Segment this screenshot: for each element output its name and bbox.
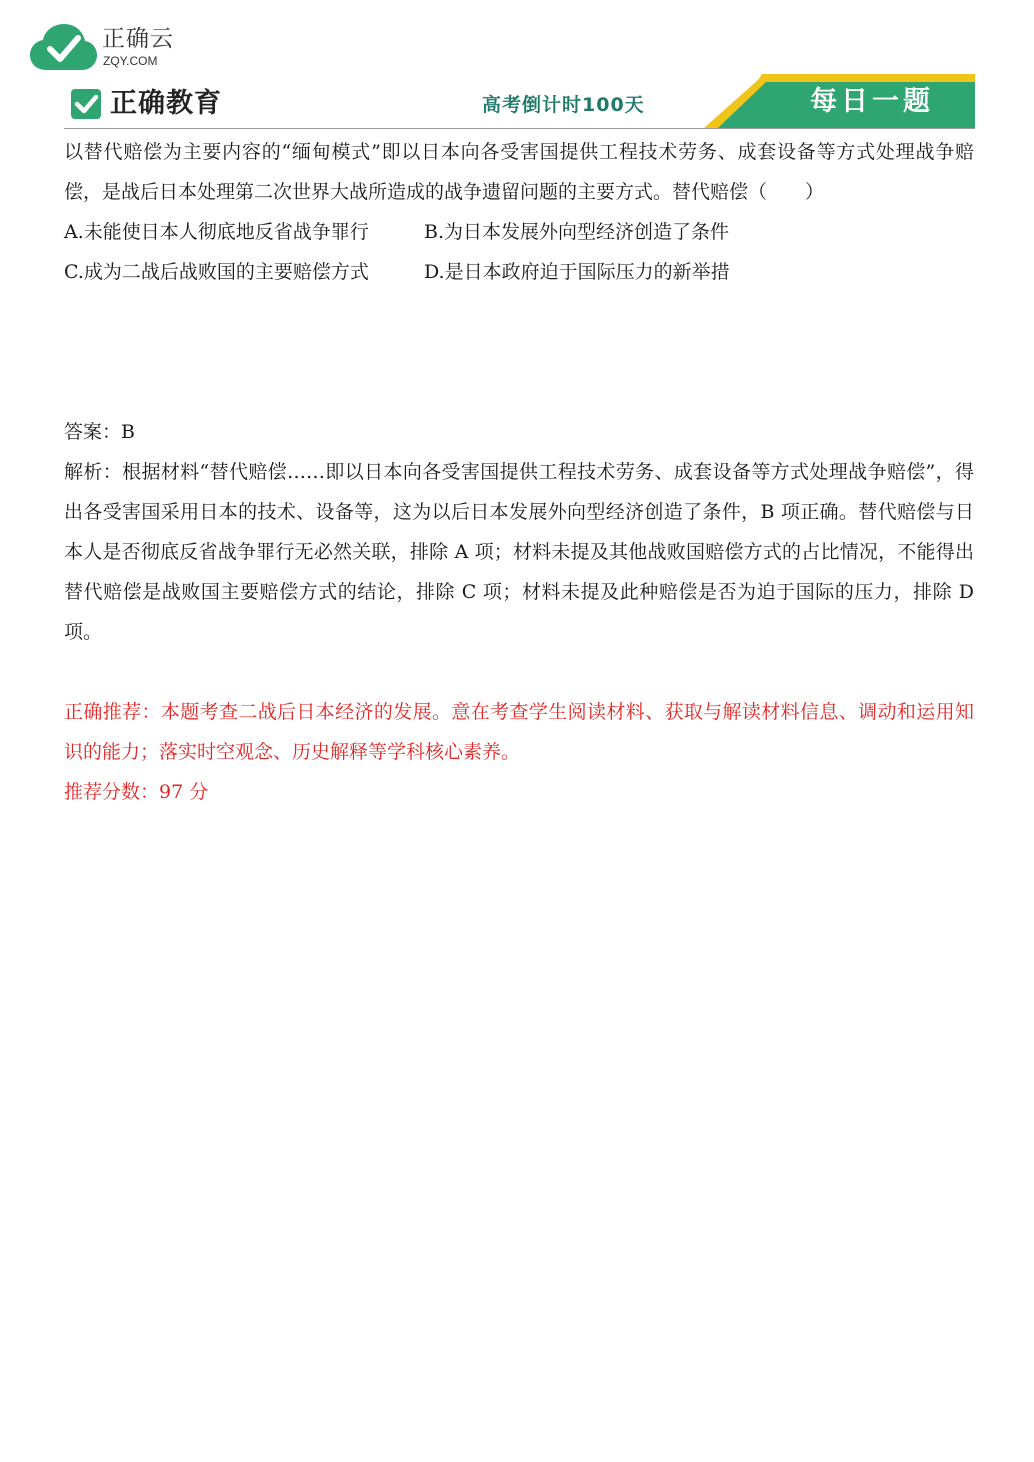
edu-name: 正确教育 — [110, 88, 222, 119]
answer-line: 答案：B — [64, 421, 135, 443]
check-box-icon — [70, 88, 102, 120]
cloud-check-icon — [30, 22, 98, 72]
question-stem: 以替代赔偿为主要内容的“缅甸模式”即以日本向各受害国提供工程技术劳务、成套设备等方式处理战争赔偿，是战后日本处理第二次世界大战所造成的战争遗留问题的主要方式。替代赔偿（ ） — [64, 141, 974, 203]
brand-url: ZQY.COM — [103, 54, 158, 68]
options-row-2 — [64, 252, 974, 292]
option-a: A.未能使日本人彻底地反省战争罪行 — [64, 221, 369, 243]
option-b: B.为日本发展外向型经济创造了条件 — [424, 221, 730, 243]
countdown-text: 高考倒计时100天 — [482, 94, 645, 116]
option-d: D.是日本政府迫于国际压力的新举措 — [424, 261, 730, 283]
document-body — [64, 132, 974, 812]
header-divider — [64, 128, 975, 129]
option-c: C.成为二战后战败国的主要赔偿方式 — [64, 261, 369, 283]
options-row-1 — [64, 212, 974, 252]
recommendation-text: 正确推荐：本题考查二战后日本经济的发展。意在考查学生阅读材料、获取与解读材料信息、调动和运用知识的能力；落实时空观念、历史解释等学科核心素养。 — [64, 701, 974, 763]
brand-name: 正确云 — [102, 26, 174, 52]
analysis-text: 解析：根据材料“替代赔偿……即以日本向各受害国提供工程技术劳务、成套设备等方式处理战争赔偿”，得出各受害国采用日本的技术、设备等，这为以后日本发展外向型经济创造了条件，B 项正确。替代赔偿与日本人是否彻底反省战争罪行无必然关联，排除 A 项；材料未提及其他战败国赔偿方式的占比情况，不能得出替代赔偿是战败国主要赔偿方式的结论，排除 C 项；材料未提及此种赔偿是否为迫于国际的压力，排除 D 项。 — [64, 461, 974, 643]
brand-logo — [30, 22, 190, 76]
header-band — [64, 74, 975, 130]
recommendation-score: 推荐分数：97 分 — [64, 781, 209, 803]
daily-label: 每日一题 — [810, 86, 934, 117]
